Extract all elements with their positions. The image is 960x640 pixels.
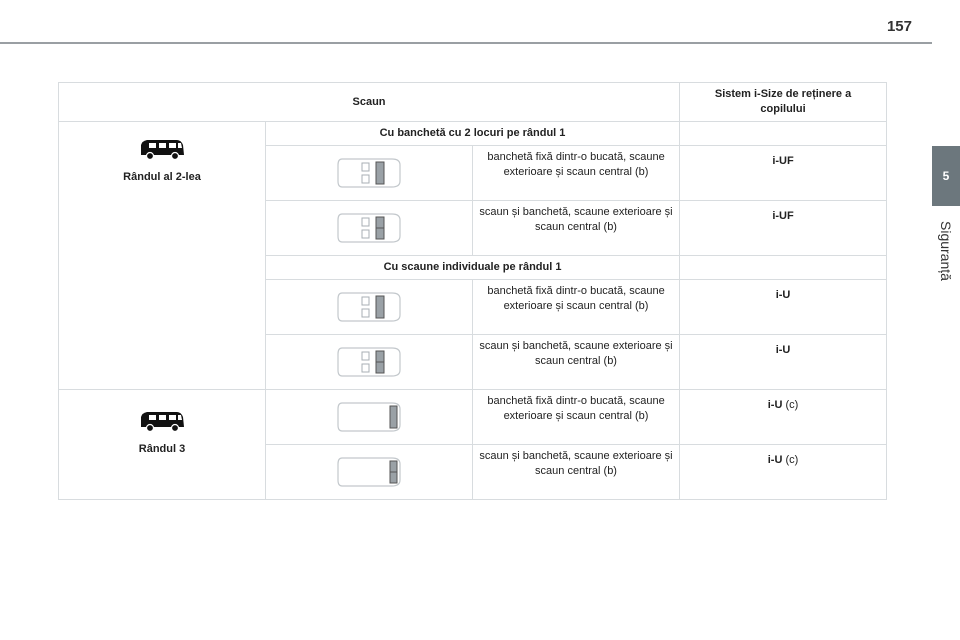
seat-diagram-cell	[266, 201, 473, 256]
isize-code: i-U	[767, 454, 783, 466]
seat-layout-icon	[336, 455, 402, 489]
seat-layout-icon	[336, 345, 402, 379]
seat-description: scaun și banchetă, scaune exterioare și scaun central (b)	[473, 335, 680, 390]
seat-layout-icon	[336, 211, 402, 245]
subgroup-title: Cu banchetă cu 2 locuri pe rândul 1	[266, 122, 680, 146]
isize-code: i-U	[680, 335, 887, 390]
isize-code-cell	[680, 445, 887, 500]
seat-layout-icon	[336, 400, 402, 434]
header-seat: Scaun	[59, 83, 680, 122]
seat-diagram-cell	[266, 445, 473, 500]
seat-description: banchetă fixă dintr-o bucată, scaune exterioare și scaun central (b)	[473, 280, 680, 335]
row-label: Rândul al 2-lea	[123, 171, 201, 183]
seat-diagram-cell	[266, 280, 473, 335]
van-icon	[137, 408, 187, 434]
row-label: Rândul 3	[138, 443, 186, 455]
subgroup-title: Cu scaune individuale pe rândul 1	[266, 256, 680, 280]
seat-description: scaun și banchetă, scaune exterioare și scaun central (b)	[473, 445, 680, 500]
isize-code-cell	[680, 390, 887, 445]
seat-description: banchetă fixă dintr-o bucată, scaune exterioare și scaun central (b)	[473, 146, 680, 201]
code-note: (c)	[785, 454, 799, 466]
page-number: 157	[886, 18, 912, 35]
seat-compatibility-table	[58, 82, 887, 500]
van-icon	[137, 136, 187, 162]
isize-code: i-UF	[680, 201, 887, 256]
seat-diagram-cell	[266, 390, 473, 445]
seat-layout-icon	[336, 290, 402, 324]
seat-description: scaun și banchetă, scaune exterioare și scaun central (b)	[473, 201, 680, 256]
table-header-row	[59, 83, 887, 122]
row-group-3	[59, 390, 266, 500]
seat-layout-icon	[336, 156, 402, 190]
header-system: Sistem i-Size de reținere a copilului	[680, 83, 887, 122]
empty-cell	[680, 256, 887, 280]
seat-diagram-cell	[266, 146, 473, 201]
isize-code: i-UF	[680, 146, 887, 201]
seat-diagram-cell	[266, 335, 473, 390]
header-rule	[0, 42, 932, 44]
empty-cell	[680, 122, 887, 146]
table-row	[59, 122, 887, 146]
isize-code: i-U	[680, 280, 887, 335]
code-note: (c)	[785, 399, 799, 411]
row-group-2	[59, 122, 266, 390]
table-row	[59, 390, 887, 445]
isize-code: i-U	[767, 399, 783, 411]
seat-description: banchetă fixă dintr-o bucată, scaune exterioare și scaun central (b)	[473, 390, 680, 445]
section-tab[interactable]: 5	[932, 146, 960, 206]
section-title: Siguranță	[938, 221, 954, 281]
